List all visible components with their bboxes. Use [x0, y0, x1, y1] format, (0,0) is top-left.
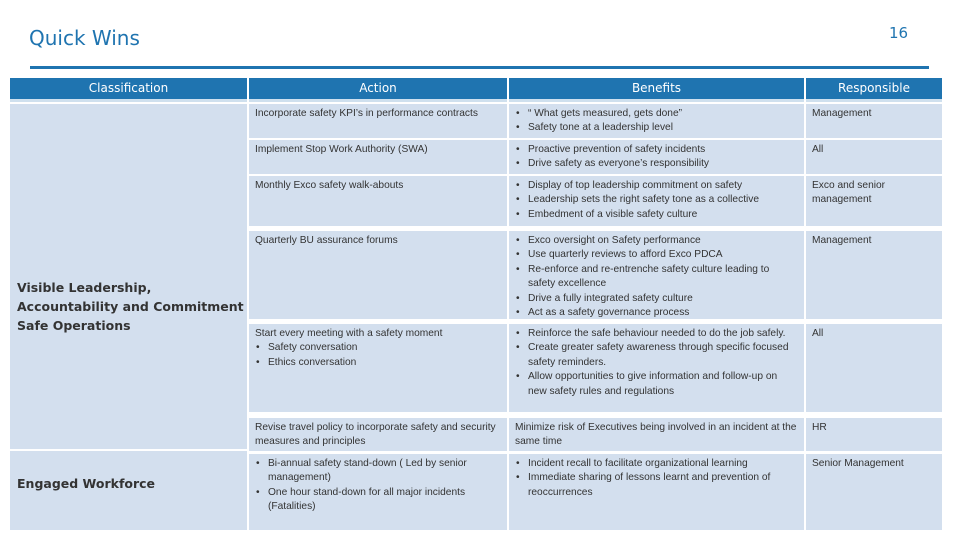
list-item: • Reinforce the safe behaviour needed to do the job safely. — [515, 327, 798, 341]
list-item: • Display of top leadership commitment on safety — [515, 179, 798, 193]
list-item: • Proactive prevention of safety incidents — [515, 143, 798, 157]
row-4-responsible: Management — [806, 231, 942, 319]
list-item: • Leadership sets the right safety tone as a collective — [515, 193, 798, 207]
classification-label-workforce: Engaged Workforce — [17, 476, 156, 491]
list-item: • “ What gets measured, gets done” — [515, 107, 798, 121]
row-7-benefits — [509, 454, 804, 530]
list-item: • Incident recall to facilitate organizational learning — [515, 457, 798, 471]
classification-cell-leadership — [10, 104, 247, 449]
header-benefits: Benefits — [509, 78, 804, 102]
row-3-action: Monthly Exco safety walk-abouts — [249, 176, 507, 226]
list-item: • Safety conversation — [255, 341, 501, 355]
row-7-action — [249, 454, 507, 530]
header-action: Action — [249, 78, 507, 102]
header-classification: Classification — [10, 78, 247, 102]
list-item: • Use quarterly reviews to afford Exco PDCA — [515, 248, 798, 262]
row-5-responsible: All — [806, 324, 942, 412]
list-item: • Embedment of a visible safety culture — [515, 208, 798, 222]
row-1-benefits — [509, 104, 804, 138]
row-7-responsible: Senior Management — [806, 454, 942, 530]
row-3-responsible: Exco and senior management — [806, 176, 942, 226]
row-5-benefits — [509, 324, 804, 412]
list-item: • Ethics conversation — [255, 356, 501, 370]
row-4-benefits — [509, 231, 804, 319]
row-4-action: Quarterly BU assurance forums — [249, 231, 507, 319]
row-2-benefits — [509, 140, 804, 174]
list-item: • Exco oversight on Safety performance — [515, 234, 798, 248]
row-3-benefits — [509, 176, 804, 226]
list-item: • Drive a fully integrated safety culture — [515, 292, 798, 306]
page-title: Quick Wins — [29, 26, 140, 50]
header-responsible: Responsible — [806, 78, 942, 102]
row-5-action: Start every meeting with a safety moment • Safety conversation • Ethics conversation — [249, 324, 507, 412]
list-item: • Safety tone at a leadership level — [515, 121, 798, 135]
row-1-action: Incorporate safety KPI’s in performance contracts — [249, 104, 507, 138]
list-item: • One hour stand-down for all major incidents (Fatalities) — [255, 486, 501, 515]
row-6-responsible: HR — [806, 418, 942, 451]
list-item: • Immediate sharing of lessons learnt and prevention of reoccurrences — [515, 471, 798, 500]
row-6-action: Revise travel policy to incorporate safety and security measures and principles — [249, 418, 507, 451]
list-item: • Create greater safety awareness through specific focused safety reminders. — [515, 341, 798, 370]
list-item: • Act as a safety governance process — [515, 306, 798, 320]
list-item: • Bi-annual safety stand-down ( Led by senior management) — [255, 457, 501, 486]
page-number: 16 — [889, 24, 909, 42]
classification-label-leadership: Visible Leadership, Accountability and Commitment Safe Operations — [17, 280, 244, 333]
title-divider — [30, 66, 929, 69]
row-2-responsible: All — [806, 140, 942, 174]
classification-cell-workforce — [10, 451, 247, 530]
list-item: • Drive safety as everyone’s responsibility — [515, 157, 798, 171]
list-item: • Allow opportunities to give information and follow-up on new safety rules and regulations — [515, 370, 798, 399]
row-6-benefits: Minimize risk of Executives being involved in an incident at the same time — [509, 418, 804, 451]
row-2-action: Implement Stop Work Authority (SWA) — [249, 140, 507, 174]
row-1-responsible: Management — [806, 104, 942, 138]
list-item: • Re-enforce and re-entrenche safety culture leading to safety excellence — [515, 263, 798, 292]
